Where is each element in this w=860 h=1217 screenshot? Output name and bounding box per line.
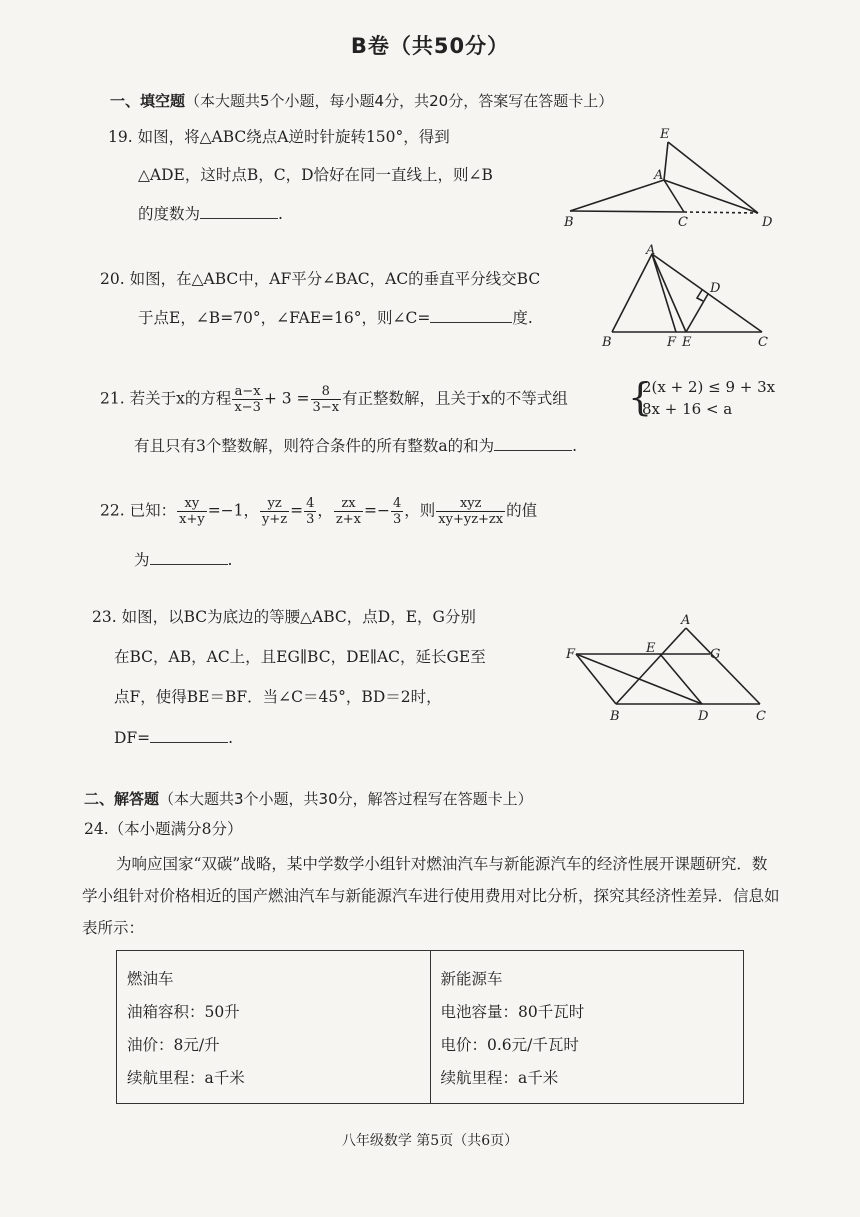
q22-frac-xy <box>177 496 207 527</box>
q22-f3-num: zx <box>334 496 363 512</box>
q20-line-AB <box>612 254 652 332</box>
q20-answer-blank <box>430 306 512 323</box>
q23-line-AC <box>686 628 760 704</box>
q19-line2: △ADE，这时点B，C，D恰好在同一直线上，则∠B <box>138 166 493 184</box>
q21-number: 21. <box>100 389 125 408</box>
q20-figure <box>596 242 786 352</box>
q19-label-A: A <box>654 168 664 183</box>
q22-number: 22. <box>100 501 125 520</box>
q22-f4-den: xy+yz+zx <box>438 512 504 527</box>
q21-fraction-2 <box>311 384 342 415</box>
q23-line-FD <box>576 654 702 704</box>
q22-frac-yz <box>260 496 289 527</box>
q21-text-post: 有正整数解，且关于x的不等式组 <box>342 389 568 408</box>
q19-text-3: 的度数为 <box>138 205 201 223</box>
section1-heading <box>110 90 613 111</box>
q19-line-AE <box>664 142 668 180</box>
q23-label-G: G <box>710 647 721 662</box>
q23-line4 <box>114 726 233 749</box>
q22-text-2: 为 <box>134 551 150 569</box>
q21-frac2-den: 3−x <box>312 400 340 415</box>
q19-label-B: B <box>564 215 574 230</box>
q22-v1: =−1， <box>207 501 260 520</box>
q24-paragraph: 为响应国家“双碳”战略，某中学数学小组针对燃油汽车与新能源汽车的经济性展开课题研究．数学小组针对价格相近的国产燃油汽车与新能源汽车进行使用费用对比分析，探究其经济性差异．信息如表所示： <box>82 855 780 937</box>
q23-line2: 在BC，AB，AC上，且EG∥BC，DE∥AC，延长GE至 <box>114 648 486 666</box>
q20-number: 20. <box>100 270 125 288</box>
q22-line2 <box>134 548 232 571</box>
q23-label-B: B <box>610 709 620 724</box>
q22-v3-num: 4 <box>392 496 402 511</box>
q22-f4-num: xyz <box>436 496 505 512</box>
q21-frac1-den: x−3 <box>234 400 261 415</box>
q20-label-F: F <box>667 335 677 350</box>
q22-f2-num: yz <box>260 496 289 512</box>
q23-line3: 点F，使得BE＝BF．当∠C＝45°，BD＝2时， <box>114 688 442 706</box>
q19-line3 <box>138 202 283 225</box>
q21-ineq-2: 8x + 16 < a <box>642 400 733 418</box>
q23-number: 23. <box>92 608 117 626</box>
fuel-car-cell <box>117 951 431 1104</box>
comparison-table <box>116 950 744 1104</box>
q21-answer-blank <box>494 434 572 451</box>
q21-text-pre: 若关于x的方程 <box>129 389 232 408</box>
q21-text-2: 有且只有3个整数解，则符合条件的所有整数a的和为 <box>134 437 495 455</box>
q20-line-DE <box>686 294 708 332</box>
fuel-car-tank: 油箱容积：50升 <box>127 1003 240 1021</box>
q22-line1 <box>100 496 537 527</box>
q22-frac-v2 <box>304 496 316 527</box>
fuel-car-title: 燃油车 <box>127 970 174 988</box>
q22-frac-zx <box>334 496 363 527</box>
q22-v3-den: 3 <box>392 512 402 527</box>
q19-period: . <box>278 205 283 223</box>
q22-period: . <box>227 551 233 569</box>
q19-label-E: E <box>660 127 670 142</box>
q22-f3-den: z+x <box>335 512 361 527</box>
fuel-car-price: 油价：8元/升 <box>127 1036 220 1054</box>
q23-line1 <box>92 606 476 628</box>
q22-f1-den: x+y <box>179 512 205 527</box>
q22-answer-blank <box>150 548 228 565</box>
section-title: B卷（共50分） <box>350 34 510 58</box>
q21-fraction-1 <box>232 384 263 415</box>
q22-eq3: =− <box>364 501 390 520</box>
q21-line1 <box>100 384 568 415</box>
q21-frac1-num: a−x <box>232 384 263 400</box>
q19-answer-blank <box>200 202 278 219</box>
q22-v2-den: 3 <box>306 512 315 527</box>
q22-pre: 已知： <box>129 501 177 520</box>
q20-label-D: D <box>710 281 721 296</box>
q23-label-E: E <box>646 641 656 656</box>
section1-label: 一、填空题 <box>110 92 186 110</box>
q23-label-A: A <box>681 613 691 628</box>
q21-line2 <box>134 434 577 457</box>
q20-text-1: 如图，在△ABC中，AF平分∠BAC，AC的垂直平分线交BC <box>129 270 541 288</box>
ev-car-cell <box>430 951 744 1104</box>
q20-label-B: B <box>602 335 612 350</box>
section2-heading <box>84 788 533 809</box>
q20-line1 <box>100 268 540 290</box>
q19-figure <box>556 122 786 234</box>
q19-line-ED <box>668 142 758 213</box>
q22-f2-den: y+z <box>262 512 288 527</box>
section2-note: （本大题共3个小题，共30分，解答过程写在答题卡上） <box>159 790 533 808</box>
q23-answer-blank <box>150 726 228 743</box>
q22-eq2: = <box>290 501 304 520</box>
q21-mid: + 3 = <box>263 389 310 408</box>
q22-post: 的值 <box>506 501 538 520</box>
q23-figure <box>560 610 780 728</box>
q22-v2-num: 4 <box>306 496 315 511</box>
fuel-car-range: 续航里程：a千米 <box>127 1069 245 1087</box>
q20-label-A: A <box>646 243 656 258</box>
q23-label-C: C <box>756 709 766 724</box>
q21-period: . <box>572 437 578 455</box>
table-row <box>117 951 744 1104</box>
q23-text-1: 如图，以BC为底边的等腰△ABC，点D，E，G分别 <box>121 608 476 626</box>
q22-frac-target <box>436 496 505 527</box>
q23-period: . <box>228 729 234 747</box>
q19-line1 <box>108 126 450 148</box>
q20-label-C: C <box>758 335 768 350</box>
section2-label: 二、解答题 <box>84 790 160 808</box>
q19-number: 19. <box>108 128 133 146</box>
q23-text-4: DF= <box>114 729 151 747</box>
q19-line-BC <box>570 211 684 212</box>
section1-note: （本大题共5个小题，每小题4分，共20分，答案写在答题卡上） <box>185 92 614 110</box>
q23-label-F: F <box>566 647 576 662</box>
q19-label-C: C <box>678 215 688 230</box>
q20-label-E: E <box>682 335 692 350</box>
q19-line-AD <box>664 180 758 213</box>
ev-car-battery: 电池容量：80千瓦时 <box>440 1003 585 1021</box>
q23-label-D: D <box>698 709 709 724</box>
q24-header: 24.（本小题满分8分） <box>84 820 243 838</box>
q22-sep3: ，则 <box>404 501 436 520</box>
q22-sep2: ， <box>317 501 333 520</box>
q22-frac-v3 <box>391 496 403 527</box>
q19-text-1: 如图，将△ABC绕点A逆时针旋转150°，得到 <box>137 128 450 146</box>
q19-line-AC <box>664 180 684 212</box>
ev-car-price: 电价：0.6元/千瓦时 <box>440 1036 579 1054</box>
q20-suffix: 度. <box>512 309 533 327</box>
q23-line-AB <box>616 628 686 704</box>
page-footer: 八年级数学 第5页（共6页） <box>341 1133 519 1149</box>
q22-f1-num: xy <box>177 496 207 512</box>
q21-frac2-num: 8 <box>311 384 342 400</box>
q20-right-angle <box>697 290 703 301</box>
q21-ineq-1: 2(x + 2) ≤ 9 + 3x <box>642 378 776 396</box>
q20-line2 <box>138 306 533 329</box>
q19-label-D: D <box>762 215 773 230</box>
q19-line-CD <box>684 212 758 213</box>
q19-line-BA <box>570 180 664 211</box>
q20-text-2: 于点E，∠B=70°，∠FAE=16°，则∠C= <box>138 309 431 327</box>
ev-car-range: 续航里程：a千米 <box>440 1069 559 1087</box>
q21-brace: { <box>628 375 653 419</box>
q20-line-AF <box>652 254 676 332</box>
ev-car-title: 新能源车 <box>440 970 503 988</box>
